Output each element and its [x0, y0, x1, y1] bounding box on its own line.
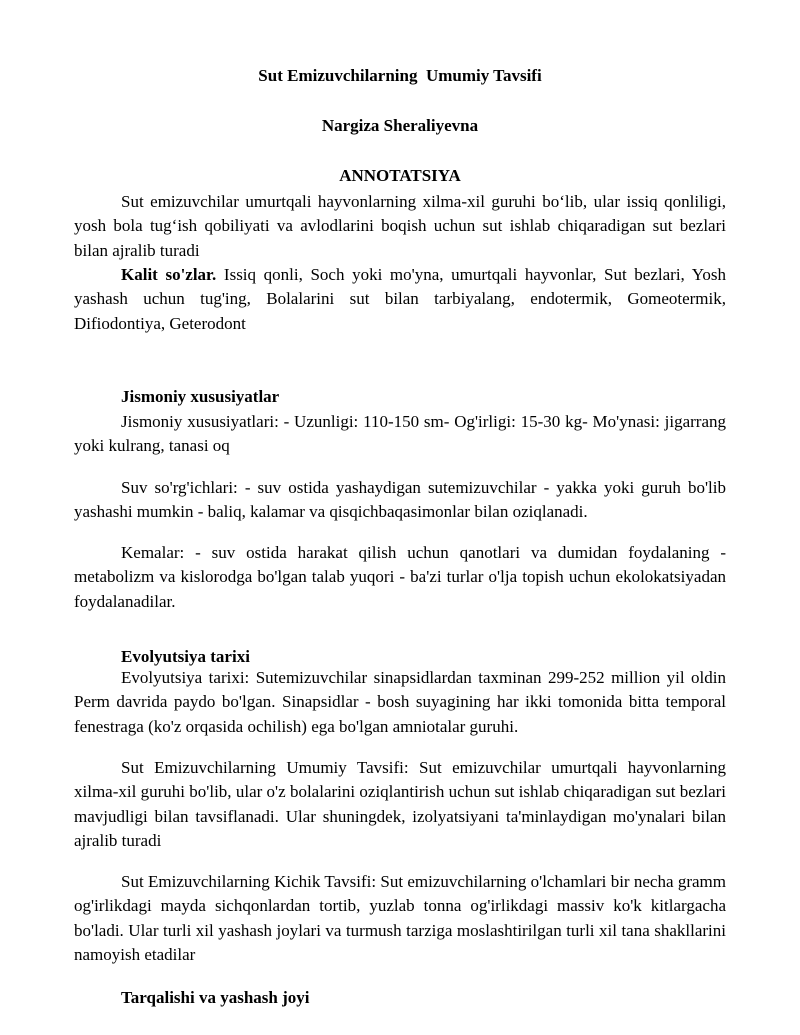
- annotation-heading: ANNOTATSIYA: [339, 166, 461, 185]
- author-name: Nargiza Sheraliyevna: [321, 116, 479, 135]
- section-heading-distribution: Tarqalishi va yashash joyi: [121, 988, 310, 1007]
- keywords-label: Kalit so'zlar.: [121, 265, 217, 284]
- section-heading-evolution: Evolyutsiya tarixi: [121, 647, 250, 666]
- paragraph-small-description: Sut Emizuvchilarning Kichik Tavsifi: Sut emizuvchilarning o'lchamlari bir necha gramm og'irlikdagi mayda sichqonlardan tortib, yuzlab tonna og'irlikdagi massiv ko'k kitlargacha bo'ladi. Ular turli xil yashash joylari va turmush tarziga moslashtirilgan turli xil tana shakllarini namoyish etadilar: [74, 872, 726, 964]
- paragraph-movement: Kemalar: - suv ostida harakat qilish uchun qanotlari va dumidan foydalaning - metabolizm va kislorodga bo'lgan talab yuqori - ba'zi turlar o'lja topish uchun ekolokatsiyadan foydalanadilar.: [74, 543, 726, 611]
- section-heading-physical: Jismoniy xususiyatlar: [121, 387, 280, 406]
- document-title: Sut Emizuvchilarning Umumiy Tavsifi: [258, 66, 542, 85]
- paragraph-general-description: Sut Emizuvchilarning Umumiy Tavsifi: Sut emizuvchilar umurtqali hayvonlarning xilma-xil guruhi bo'lib, ular o'z bolalarini oziqlantirish uchun sut ishlab chiqaradigan sut bezlari mavjudligi bilan tavsiflanadi. Ular shuningdek, izolyatsiyani ta'minlaydigan mo'ynalari bilan ajralib turadi: [74, 758, 726, 850]
- keywords-text: Issiq qonli, Soch yoki mo'yna, umurtqali hayvonlar, Sut bezlari, Yosh yashash uchun tug'ing, Bolalarini sut bilan tarbiyalang, endotermik, Gomeotermik, Difiodontiya, Geterodont: [74, 265, 726, 333]
- paragraph-water-mammals: Suv so'rg'ichlari: - suv ostida yashaydigan sutemizuvchilar - yakka yoki guruh bo'lib yashashi mumkin - baliq, kalamar va qisqichbaqasimonlar bilan oziqlanadi.: [74, 478, 726, 522]
- paragraph-physical-features: Jismoniy xususiyatlari: - Uzunligi: 110-150 sm- Og'irligi: 15-30 kg- Mo'ynasi: jigarrang yoki kulrang, tanasi oq: [74, 412, 726, 456]
- annotation-paragraph: Sut emizuvchilar umurtqali hayvonlarning xilma-xil guruhi bo‘lib, ular issiq qonliligi, yosh bola tug‘ish qobiliyati va avlodlarini boqish uchun sut ishlab chiqaradigan sut bezlari bilan ajralib turadi: [74, 192, 726, 260]
- paragraph-evolution: Evolyutsiya tarixi: Sutemizuvchilar sinapsidlardan taxminan 299-252 million yil oldin Perm davrida paydo bo'lgan. Sinapsidlar - bosh suyagining har ikki tomonida bitta temporal fenestraga (ko'z orqasida ochilish) ega bo'lgan amniotalar guruhi.: [74, 668, 726, 736]
- keywords-paragraph: [74, 263, 726, 336]
